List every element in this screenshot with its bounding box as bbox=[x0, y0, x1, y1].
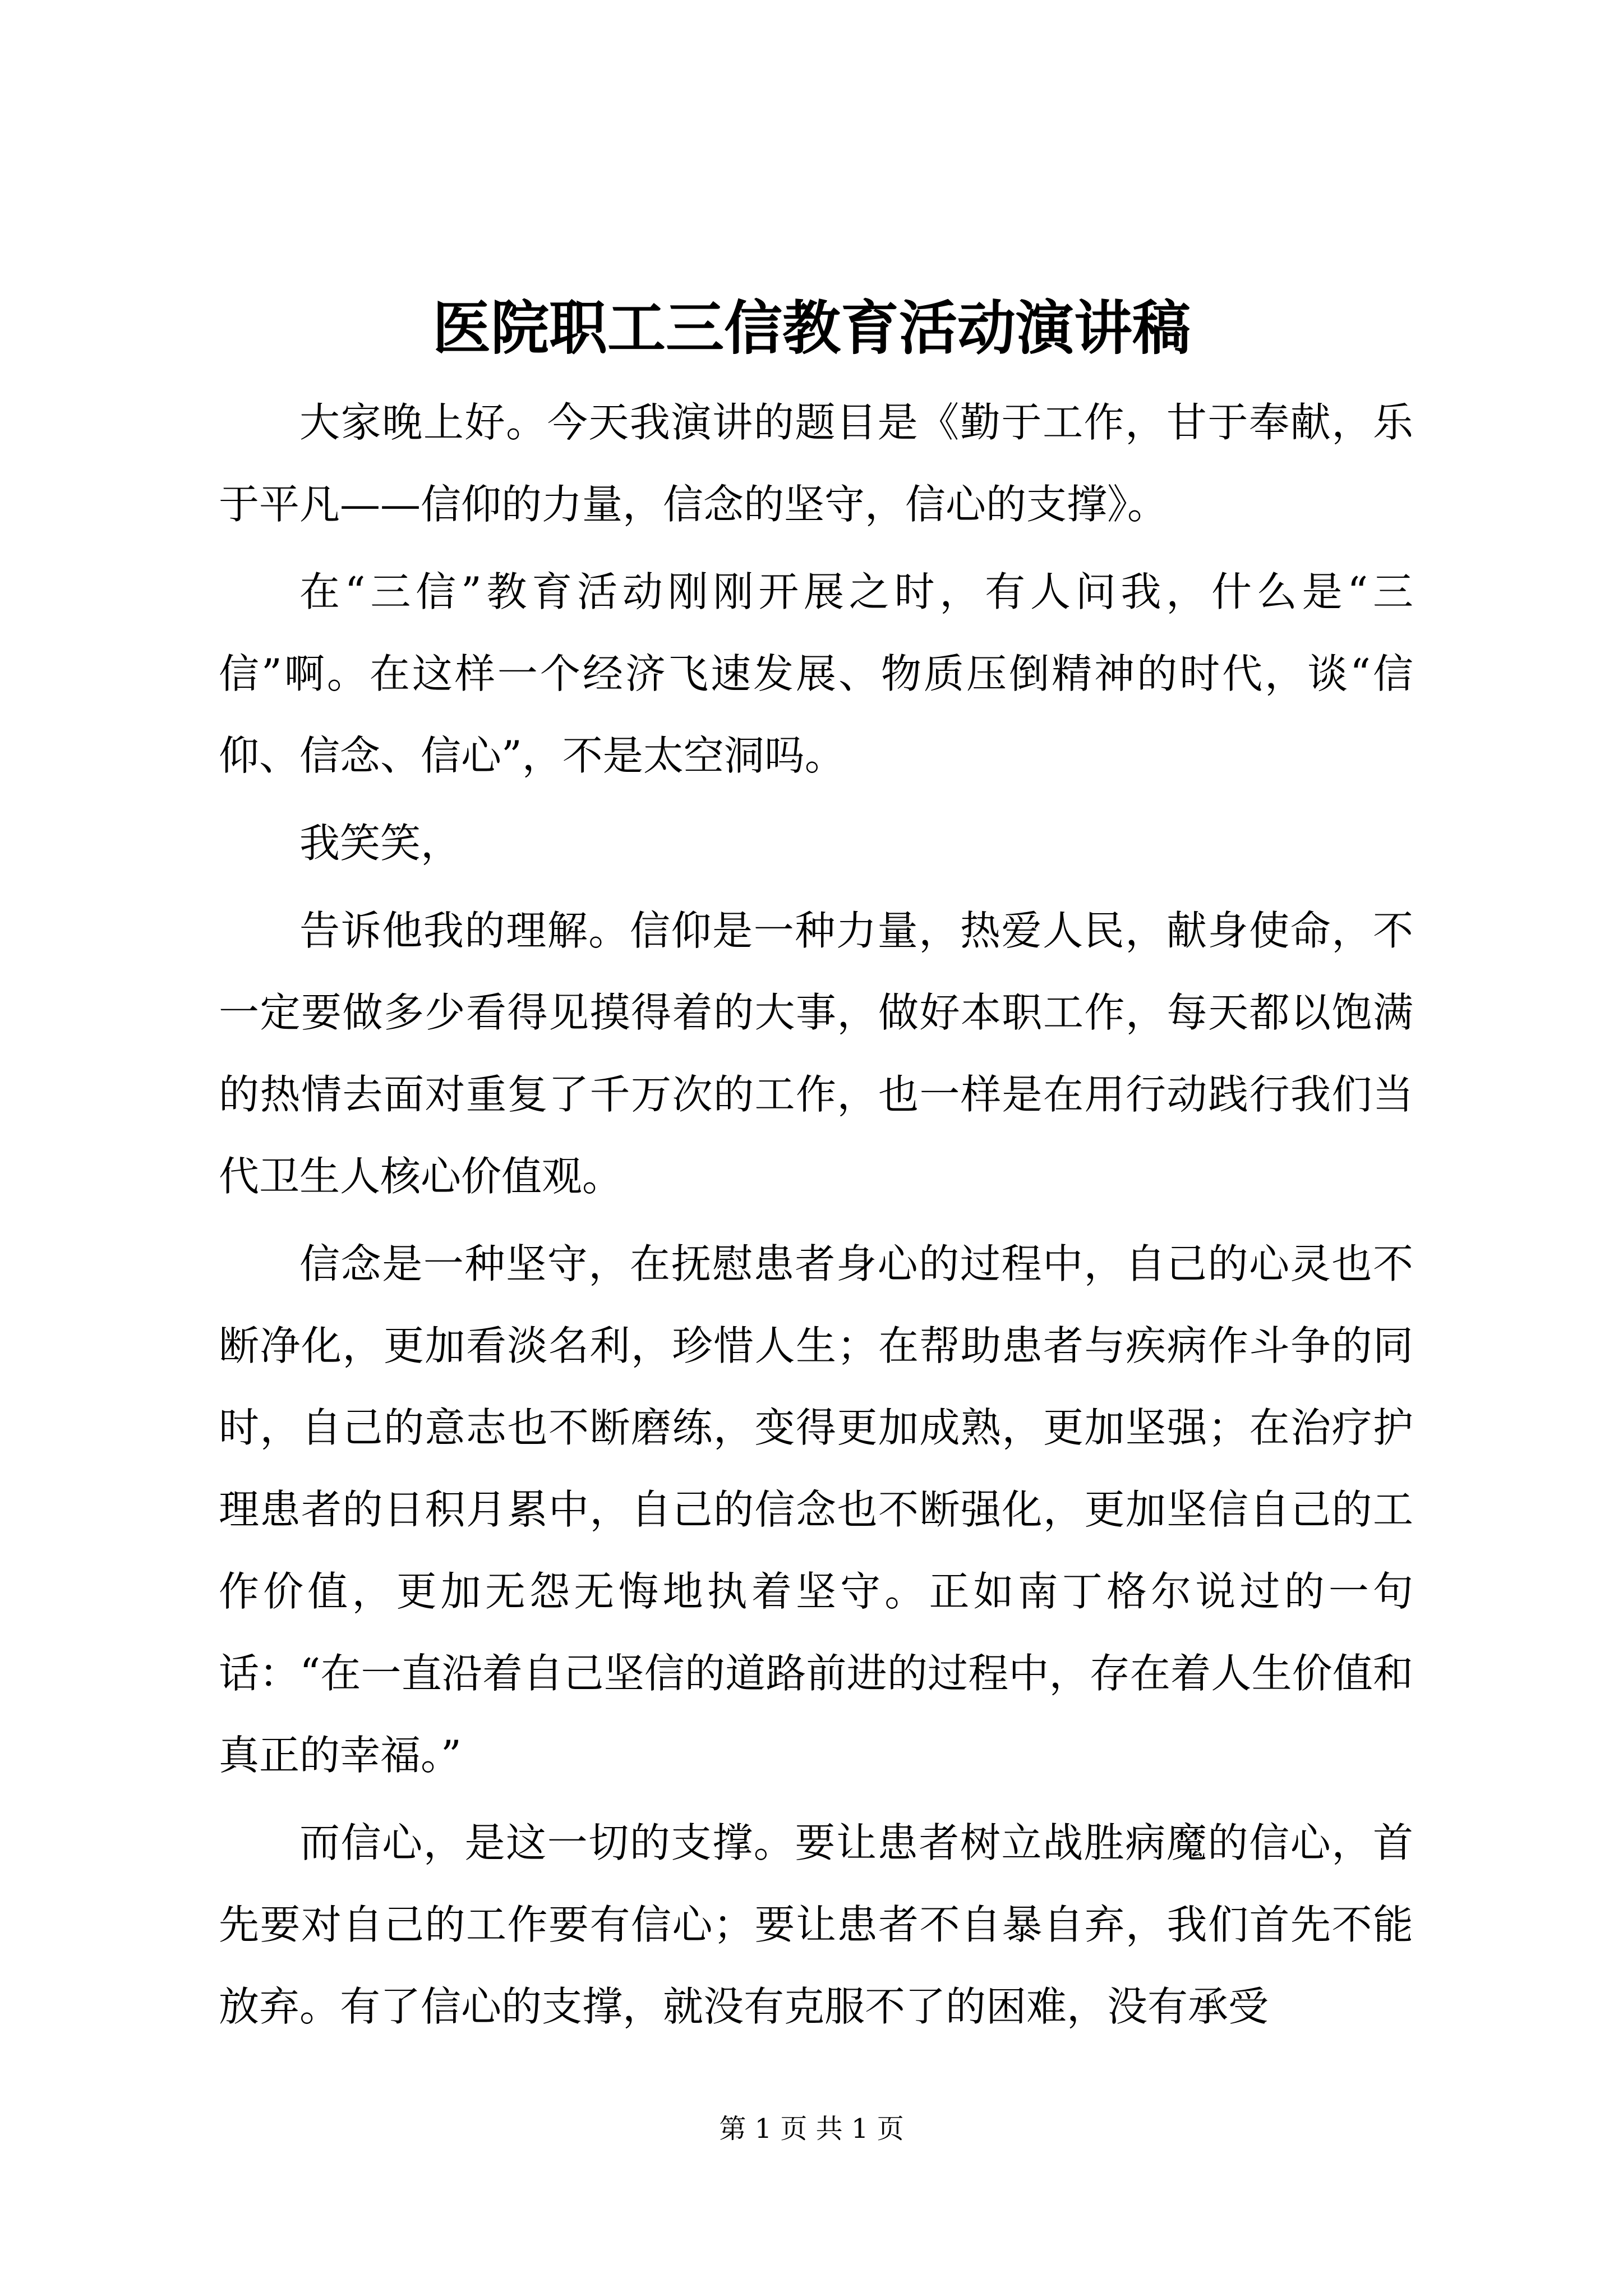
paragraph-2: 在“三信”教育活动刚刚开展之时，有人问我，什么是“三信”啊。在这样一个经济飞速发展、物质压倒精神的时代，谈“信仰、信念、信心”，不是太空洞吗。 bbox=[219, 568, 1413, 779]
paragraph-3: 我笑笑， bbox=[299, 820, 462, 867]
document-title: 医院职工三信教育活动演讲稿 bbox=[432, 293, 1191, 362]
document-body bbox=[219, 381, 1413, 2053]
paragraph-1: 大家晚上好。今天我演讲的题目是《勤于工作，甘于奉献，乐于平凡——信仰的力量，信念的坚守，信心的支撑》。 bbox=[219, 399, 1413, 528]
paragraph-5: 信念是一种坚守，在抚慰患者身心的过程中，自己的心灵也不断净化，更加看淡名利，珍惜人生；在帮助患者与疾病作斗争的同时，自己的意志也不断磨练，变得更加成熟，更加坚强；在治疗护理患者的日积月累中，自己的信念也不断强化，更加坚信自己的工作价值，更加无怨无悔地执着坚守。正如南丁格尔说过的一句话：“在一直沿着自己坚信的道路前进的过程中，存在着人生价值和真正的幸福。” bbox=[219, 1240, 1413, 1779]
paragraph-6: 而信心，是这一切的支撑。要让患者树立战胜病魔的信心，首先要对自己的工作要有信心；要让患者不自暴自弃，我们首先不能放弃。有了信心的支撑，就没有克服不了的困难，没有承受 bbox=[219, 1819, 1413, 2030]
page-footer: 第 1 页 共 1 页 bbox=[719, 2113, 904, 2145]
paragraph-4: 告诉他我的理解。信仰是一种力量，热爱人民，献身使命，不一定要做多少看得见摸得着的大事，做好本职工作，每天都以饱满的热情去面对重复了千万次的工作，也一样是在用行动践行我们当代卫生人核心价值观。 bbox=[219, 907, 1413, 1200]
